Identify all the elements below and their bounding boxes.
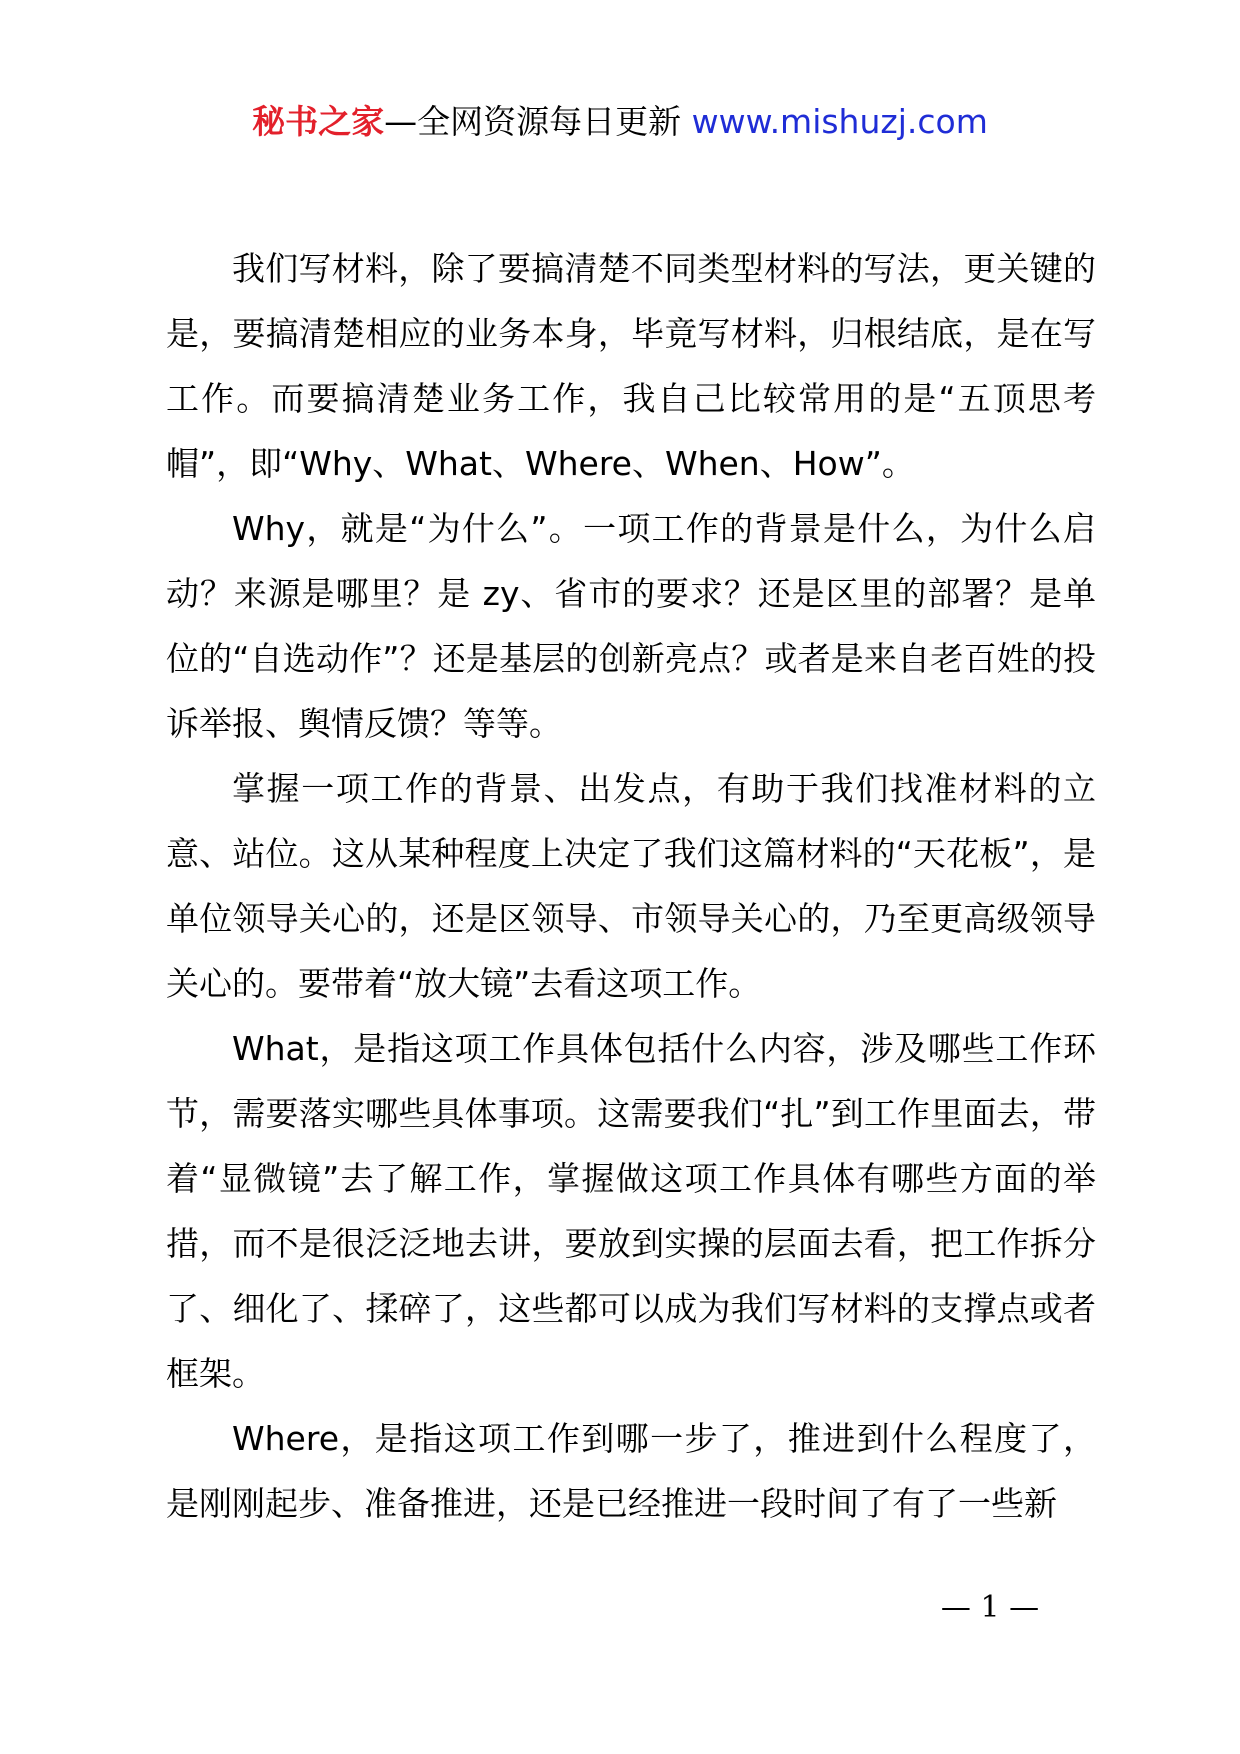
paragraph-why: Why，就是“为什么”。一项工作的背景是什么，为什么启动？来源是哪里？是 zy、省市的要求？还是区里的部署？是单位的“自选动作”？还是基层的创新亮点？或者是来自老百姓的投诉举报、舆情反馈？等等。: [166, 509, 1096, 743]
site-url-link[interactable]: www.mishuzj.com: [691, 102, 988, 141]
paragraph-where: Where，是指这项工作到哪一步了，推进到什么程度了，是刚刚起步、准备推进，还是已经推进一段时间了有了一些新: [166, 1419, 1096, 1523]
paragraph-what: What，是指这项工作具体包括什么内容，涉及哪些工作环节，需要落实哪些具体事项。这需要我们“扎”到工作里面去，带着“显微镜”去了解工作，掌握做这项工作具体有哪些方面的举措，而不是很泛泛地去讲，要放到实操的层面去看，把工作拆分了、细化了、揉碎了，这些都可以成为我们写材料的支撑点或者框架。: [166, 1029, 1096, 1393]
page-number: — 1 —: [940, 1590, 1040, 1625]
header-tagline: —全网资源每日更新: [384, 102, 682, 141]
paragraph-background: 掌握一项工作的背景、出发点，有助于我们找准材料的立意、站位。这从某种程度上决定了我们这篇材料的“天花板”，是单位领导关心的，还是区领导、市领导关心的，乃至更高级领导关心的。要带着“放大镜”去看这项工作。: [166, 769, 1096, 1003]
brand-name: 秘书之家: [252, 102, 385, 141]
document-body: [166, 236, 1096, 1536]
page-header: [0, 98, 1240, 146]
paragraph-intro: 我们写材料，除了要搞清楚不同类型材料的写法，更关键的是，要搞清楚相应的业务本身，毕竟写材料，归根结底，是在写工作。而要搞清楚业务工作，我自己比较常用的是“五顶思考帽”，即“Why、What、Where、When、How”。: [166, 249, 1096, 483]
